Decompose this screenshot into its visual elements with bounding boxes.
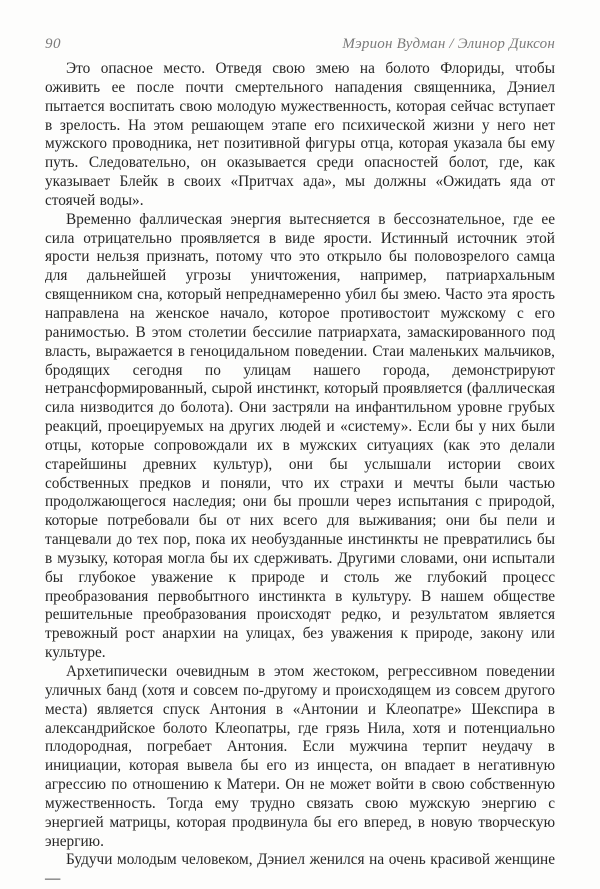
paragraph: Временно фаллическая энергия вытесняется в бессознательное, где ее сила отрицательно проявляется в виде ярости. Истинный источник этой ярости нельзя признать, потому что это открыло бы половозрелого самца для дальнейшей угрозы уничтожения, например, патриархальным священником сна, который непреднамеренно убил бы змею. Часто эта ярость направлена на женское начало, которое противостоит мужскому с его ранимостью. В этом столетии бессилие патриархата, замаскированного под власть, выражается в геноцидальном поведении. Стаи маленьких мальчиков, бродящих сегодня по улицам нашего города, демонстрируют нетрансформированный, сырой инстинкт, который проявляется (фаллическая сила низводится до болота). Они застряли на инфантильном уровне грубых реакций, проецируемых на других людей и «систему». Если бы у них были отцы, которые сопровождали их в мужских ситуациях (как это делали старейшины древних культур), они бы услышали истории своих собственных предков и поняли, что их страхи и мечты были частью продолжающегося наследия; они бы прошли через испытания с природой, которые потребовали бы от них всего для выживания; они бы пели и танцевали до тех пор, пока их необузданные инстинкты не превратились бы в музыку, которая могла бы их сдерживать. Другими словами, они испытали бы глубокое уважение к природе и столь же глубокий процесс преобразования первобытного инстинкта в культуру. В нашем обществе решительные преобразования происходят редко, и результатом является тревожный рост анархии на улицах, без уважения к природе, закону или культуре. <box>45 210 555 662</box>
paragraph: Архетипически очевидным в этом жестоком, регрессивном поведении уличных банд (хотя и совсем по-другому и происходящем из совсем другого места) является спуск Антония в «Антонии и Клеопатре» Шекспира в александрийское болото Клеопатры, где грязь Нила, хотя и потенциально плодородная, погребает Антония. Если мужчина терпит неудачу в инициации, которая вывела бы его из инцеста, он впадает в негативную агрессию по отношению к Матери. Он не может войти в свою собственную мужественность. Тогда ему трудно связать свою мужскую энергию с энергией матрицы, которая продвинула бы его вперед, в новую творческую энергию. <box>45 663 555 850</box>
page-header <box>45 35 555 53</box>
page-number: 90 <box>45 36 61 52</box>
paragraph: Это опасное место. Отведя свою змею на болото Флориды, чтобы оживить ее после почти смертельного нападения священника, Дэниел пытается воспитать свою молодую мужественность, которая сейчас вступает в зрелость. На этом решающем этапе его психической жизни у него нет мужского проводника, нет позитивной фигуры отца, которая указала бы ему путь. Следовательно, он оказывается среди опасностей болот, где, как указывает Блейк в своих «Притчах ада», мы должны «Ожидать яда от стоячей воды». <box>45 60 555 209</box>
running-head: Мэрион Вудман / Элинор Диксон <box>342 36 555 52</box>
paragraph: Будучи молодым человеком, Дэниел женился на очень красивой женщине — <box>45 851 555 888</box>
page-body <box>45 60 555 889</box>
